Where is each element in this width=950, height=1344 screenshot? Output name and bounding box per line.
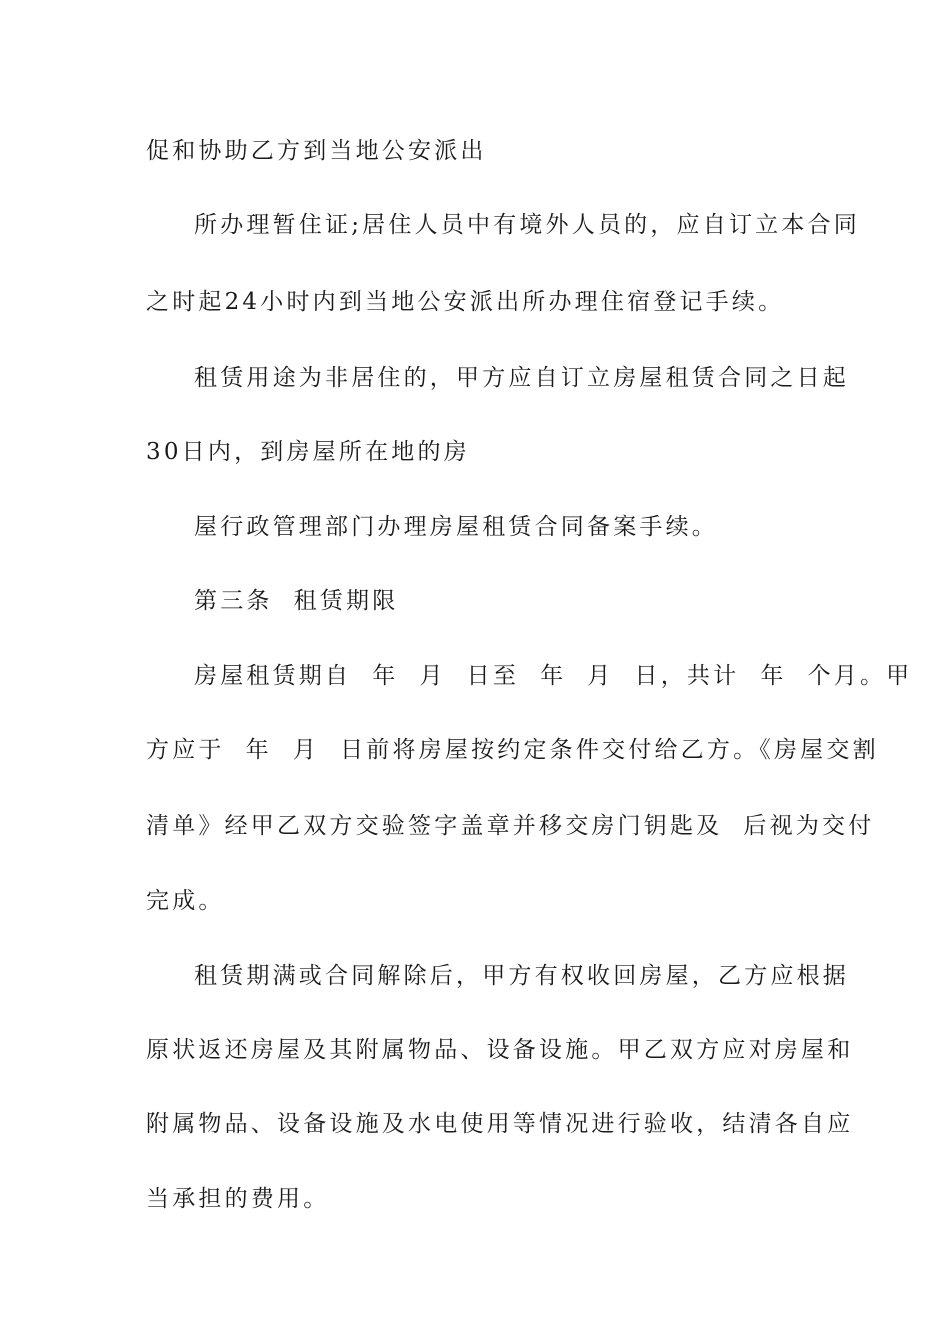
paragraph-line-8: 房屋租赁期自 年 月 日至 年 月 日，共计 年 个月。甲 [194, 663, 913, 689]
paragraph-line-6: 屋行政管理部门办理房屋租赁合同备案手续。 [194, 514, 718, 540]
paragraph-line-11: 完成。 [146, 888, 225, 914]
paragraph-line-14: 附属物品、设备设施及水电使用等情况进行验收，结清各自应 [146, 1111, 854, 1137]
paragraph-line-10: 清单》经甲乙双方交验签字盖章并移交房门钥匙及 后视为交付 [146, 813, 875, 839]
paragraph-line-13: 原状返还房屋及其附属物品、设备设施。甲乙双方应对房屋和 [146, 1037, 854, 1063]
section-heading: 第三条 租赁期限 [194, 588, 399, 614]
paragraph-line-2: 所办理暂住证;居住人员中有境外人员的，应自订立本合同 [194, 212, 860, 238]
paragraph-line-4: 租赁用途为非居住的，甲方应自订立房屋租赁合同之日起 [194, 365, 849, 391]
paragraph-line-1: 促和协助乙方到当地公安派出 [146, 138, 487, 164]
paragraph-line-5: 30日内，到房屋所在地的房 [146, 439, 470, 465]
paragraph-line-12: 租赁期满或合同解除后，甲方有权收回房屋，乙方应根据 [194, 963, 849, 989]
paragraph-line-9: 方应于 年 月 日前将房屋按约定条件交付给乙方。《房屋交割 [146, 737, 879, 763]
paragraph-line-15: 当承担的费用。 [146, 1186, 330, 1212]
paragraph-line-3: 之时起24小时内到当地公安派出所办理住宿登记手续。 [146, 289, 785, 315]
